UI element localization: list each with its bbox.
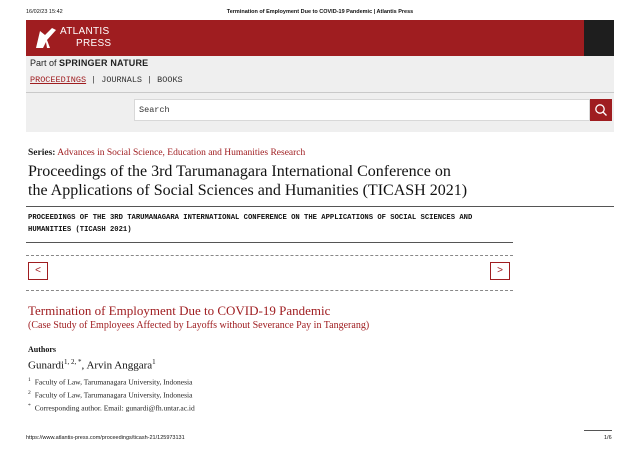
print-page-number: 1/6	[604, 435, 612, 441]
corresponding-author-text: Corresponding author. Email: gunardi@fh.untar.ac.id	[34, 403, 195, 413]
affiliation-item	[28, 401, 195, 414]
nav-separator: |	[147, 75, 153, 85]
authors-heading: Authors	[28, 345, 57, 354]
print-page-title: Termination of Employment Due to COVID-19 Pandemic | Atlantis Press	[226, 9, 414, 15]
affiliation-mark: *	[28, 403, 31, 409]
authors-line	[28, 358, 156, 372]
search-input[interactable]	[134, 99, 590, 121]
search-button[interactable]	[590, 99, 612, 121]
paper-subtitle: (Case Study of Employees Affected by Layoffs without Severance Pay in Tangerang)	[28, 320, 370, 331]
affiliation-mark: 2	[28, 390, 31, 396]
main-nav	[30, 75, 183, 85]
nav-books[interactable]: BOOKS	[157, 75, 183, 85]
conference-title-line2: the Applications of Social Sciences and Humanities (TICASH 2021)	[28, 182, 468, 199]
print-footer-url: https://www.atlantis-press.com/proceedings/ticash-21/125973131	[26, 435, 185, 441]
paper-title: Termination of Employment Due to COVID-19 Pandemic	[28, 303, 331, 318]
search-placeholder: Search	[139, 105, 170, 115]
affiliation-text: Faculty of Law, Tarumanagara University, Indonesia	[34, 390, 193, 400]
atlantis-logo-icon	[34, 27, 58, 49]
affiliation-item	[28, 375, 195, 388]
title-divider	[26, 206, 614, 207]
proceedings-caps-line2: HUMANITIES (TICASH 2021)	[28, 226, 132, 234]
author-affiliation-marks: 1	[152, 358, 156, 366]
conference-title-line1: Proceedings of the 3rd Tarumanagara International Conference on	[28, 163, 451, 180]
next-article-button[interactable]: >	[490, 262, 510, 280]
site-header	[26, 20, 614, 56]
author-name[interactable]: Gunardi	[28, 359, 65, 372]
divider	[26, 255, 513, 256]
nav-divider	[26, 92, 614, 93]
footer-divider	[584, 430, 612, 431]
affiliation-mark: 1	[28, 377, 31, 383]
print-timestamp: 16/02/23 15:42	[26, 9, 63, 15]
header-dark-block	[584, 20, 614, 56]
affiliation-item	[28, 388, 195, 401]
author-separator: ,	[81, 359, 87, 372]
conference-title	[28, 162, 588, 200]
affiliation-text: Faculty of Law, Tarumanagara University, Indonesia	[34, 377, 193, 387]
prev-article-button[interactable]: <	[28, 262, 48, 280]
divider	[26, 290, 513, 291]
brand-line1: ATLANTIS	[60, 26, 110, 37]
nav-proceedings[interactable]: PROCEEDINGS	[30, 75, 87, 85]
magnifier-icon	[590, 99, 612, 121]
atlantis-press-logo[interactable]	[34, 25, 144, 51]
nav-separator: |	[91, 75, 97, 85]
springer-nature-name: SPRINGER NATURE	[59, 58, 149, 68]
divider	[26, 242, 513, 243]
part-of-prefix: Part of	[30, 58, 57, 68]
series-line	[28, 148, 305, 158]
series-link[interactable]: Advances in Social Science, Education and Humanities Research	[57, 148, 306, 158]
affiliations-list	[28, 375, 195, 414]
sub-navigation	[26, 56, 614, 132]
proceedings-link[interactable]	[28, 212, 608, 236]
print-header	[0, 6, 640, 18]
proceedings-caps-line1: PROCEEDINGS OF THE 3RD TARUMANAGARA INTERNATIONAL CONFERENCE ON THE APPLICATIONS OF SOCIAL SCIENCES AND	[28, 214, 473, 222]
nav-journals[interactable]: JOURNALS	[101, 75, 143, 85]
author-name[interactable]: Arvin Anggara	[86, 359, 153, 372]
part-of-springer-nature[interactable]	[30, 58, 148, 68]
author-affiliation-marks: 1, 2, *	[64, 358, 82, 366]
series-label: Series:	[28, 148, 56, 158]
brand-line2: PRESS	[76, 38, 112, 49]
